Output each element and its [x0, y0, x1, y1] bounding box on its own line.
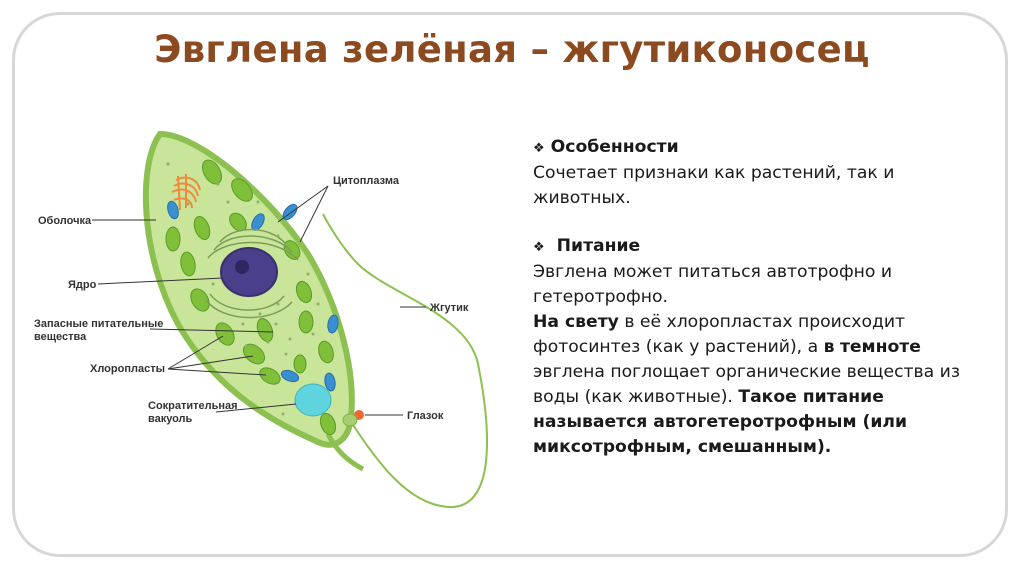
diamond-bullet-icon: ❖	[533, 240, 545, 255]
label-nucleus: Ядро	[68, 279, 97, 291]
label-eyespot: Глазок	[407, 410, 444, 422]
label-chloroplasts: Хлоропласты	[90, 363, 165, 375]
euglena-diagram	[28, 124, 503, 524]
slide-title: Эвглена зелёная – жгутиконосец	[154, 28, 870, 71]
dark-bold-1: в	[823, 337, 835, 357]
label-flagellum: Жгутик	[430, 302, 469, 314]
nutrition-detail	[533, 310, 963, 460]
conclusion-bold: Такое питание называется автогетеротрофным (или миксотрофным, смешанным).	[533, 387, 908, 457]
label-reserves-2: вещества	[34, 331, 87, 343]
euglena-svg	[28, 124, 503, 524]
nutrition-heading: Питание	[556, 236, 641, 256]
dark-text: эвглена поглощает органические вещества из воды (как животные).	[533, 362, 960, 407]
dark-bold-2: темноте	[839, 337, 921, 357]
label-vacuole-2: вакуоль	[148, 413, 193, 425]
description-text	[533, 135, 963, 460]
light-text: в её хлоропластах происходит фотосинтез (как у растений), а	[533, 312, 906, 357]
features-heading: Особенности	[550, 137, 679, 157]
label-membrane: Оболочка	[38, 215, 92, 227]
features-text: Сочетает признаки как растений, так и животных.	[533, 163, 895, 208]
nucleus	[221, 248, 277, 296]
label-cytoplasm: Цитоплазма	[333, 175, 399, 187]
light-bold: На свету	[533, 312, 619, 332]
reservoir	[343, 414, 357, 426]
contractile-vacuole	[295, 384, 331, 416]
features-heading-row	[533, 135, 963, 161]
nutrition-heading-row	[533, 234, 963, 260]
label-reserves-1: Запасные питательные	[34, 318, 164, 330]
nutrition-text: Эвглена может питаться автотрофно и гетеротрофно.	[533, 262, 893, 307]
nucleolus	[235, 260, 249, 274]
diamond-bullet-icon: ❖	[533, 141, 545, 156]
label-vacuole-1: Сократительная	[148, 400, 238, 412]
